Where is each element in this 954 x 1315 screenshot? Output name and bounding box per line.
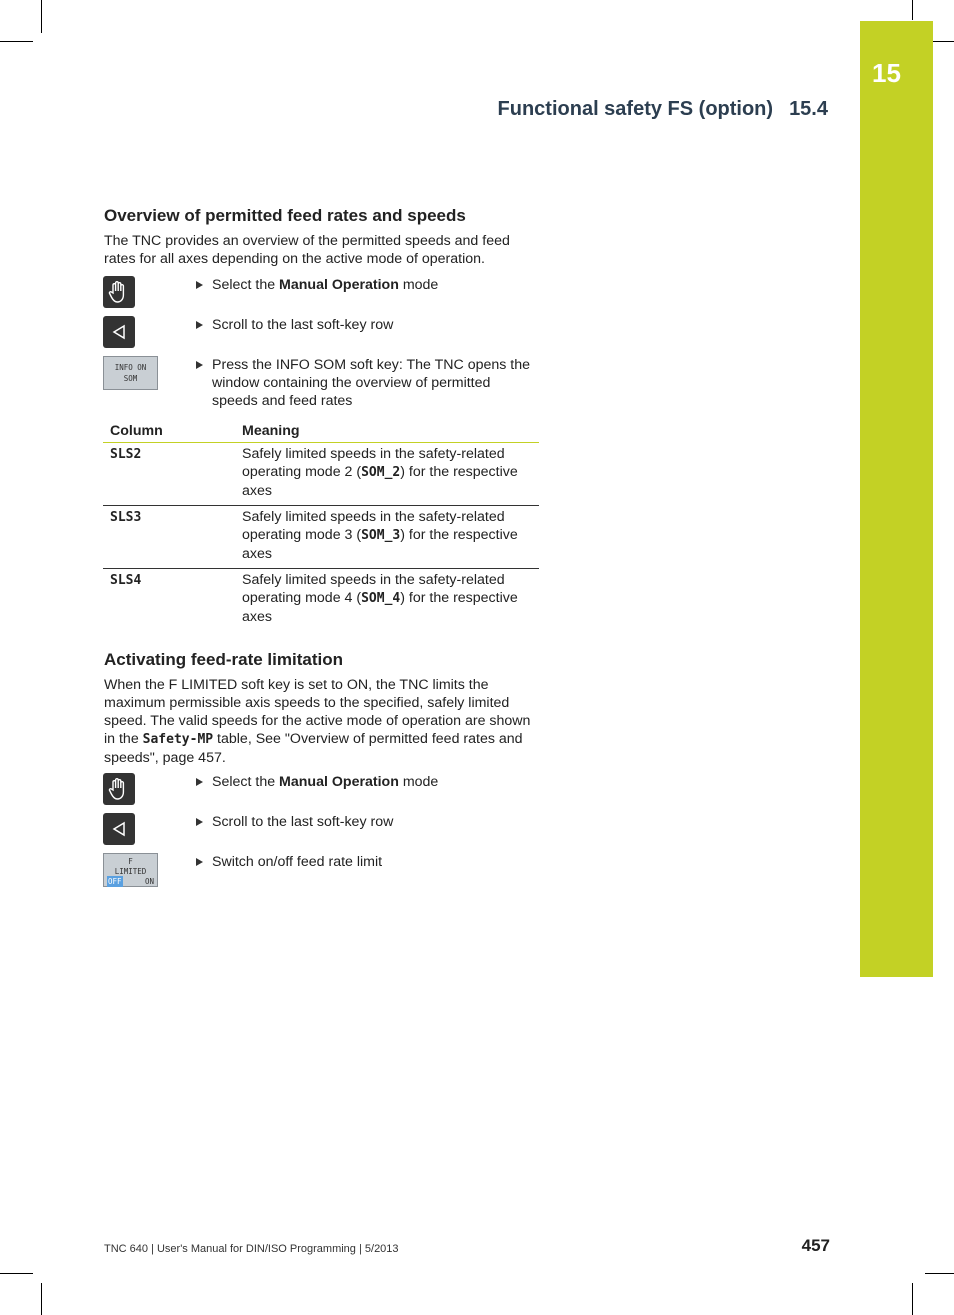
- section-heading-activating: Activating feed-rate limitation: [104, 650, 343, 669]
- scroll-left-icon[interactable]: [103, 813, 135, 845]
- section-intro-activating: When the F LIMITED soft key is set to ON, the TNC limits the maximum permissible axis speeds to the specified, safely limited speed. The valid speeds for the active mode of operation are shown in the Safety-MP table, See "Overview of permitted feed rates and speeds", page 457.: [104, 677, 531, 766]
- step-press-info-som: Press the INFO SOM soft key: The TNC opens the window containing the overview of permitted speeds and feed rates: [196, 356, 538, 410]
- step-select-manual: Select the Manual Operation mode: [196, 773, 538, 791]
- header-title: Functional safety FS (option): [497, 98, 774, 120]
- bullet-triangle-icon: [196, 281, 203, 289]
- table-header-row: [103, 421, 539, 443]
- scroll-left-icon[interactable]: [103, 316, 135, 348]
- hand-icon[interactable]: [103, 276, 135, 308]
- softkey-info-som[interactable]: INFO ON SOM: [103, 356, 158, 390]
- step-scroll-softkey: Scroll to the last soft-key row: [196, 316, 538, 334]
- column-code: SLS3: [110, 510, 142, 525]
- meaning-cell: Safely limited speeds in the safety-related operating mode 3 (SOM_3) for the respective axes: [235, 506, 539, 569]
- running-header: [480, 98, 828, 121]
- bullet-triangle-icon: [196, 361, 203, 369]
- crop-mark: [0, 41, 33, 42]
- table-row: [103, 569, 539, 632]
- step-switch-feed-limit: Switch on/off feed rate limit: [196, 853, 538, 871]
- softkey-f-limited[interactable]: F LIMITED OFF ON: [103, 853, 158, 887]
- section-intro-overview: The TNC provides an overview of the permitted speeds and feed rates for all axes depending on the active mode of operation.: [104, 233, 510, 267]
- crop-mark: [912, 1283, 913, 1315]
- bullet-triangle-icon: [196, 778, 203, 786]
- bullet-triangle-icon: [196, 858, 203, 866]
- chapter-number: 15: [872, 58, 901, 88]
- softkey-toggle: OFF ON: [108, 877, 154, 886]
- meaning-cell: Safely limited speeds in the safety-related operating mode 2 (SOM_2) for the respective axes: [235, 443, 539, 506]
- overview-table: [103, 421, 539, 631]
- table-row: [103, 443, 539, 506]
- step-select-manual: Select the Manual Operation mode: [196, 276, 538, 294]
- column-code: SLS2: [110, 447, 142, 462]
- bullet-triangle-icon: [196, 321, 203, 329]
- column-code: SLS4: [110, 573, 142, 588]
- step-scroll-softkey: Scroll to the last soft-key row: [196, 813, 538, 831]
- crop-mark: [0, 1273, 33, 1274]
- bullet-triangle-icon: [196, 818, 203, 826]
- hand-icon[interactable]: [103, 773, 135, 805]
- crop-mark: [41, 0, 42, 33]
- table-header-column: Column: [103, 421, 235, 443]
- header-section: 15.4: [789, 98, 828, 120]
- table-header-meaning: Meaning: [235, 421, 539, 443]
- table-row: [103, 506, 539, 569]
- footer-text: TNC 640 | User's Manual for DIN/ISO Programming | 5/2013: [104, 1243, 399, 1255]
- section-heading-overview: Overview of permitted feed rates and speeds: [104, 206, 466, 225]
- crop-mark: [41, 1283, 42, 1315]
- crop-mark: [925, 1273, 954, 1274]
- chapter-tab: [860, 21, 933, 977]
- meaning-cell: Safely limited speeds in the safety-related operating mode 4 (SOM_4) for the respective axes: [242, 572, 518, 625]
- page-number: 457: [801, 1236, 830, 1255]
- crop-mark: [912, 0, 913, 20]
